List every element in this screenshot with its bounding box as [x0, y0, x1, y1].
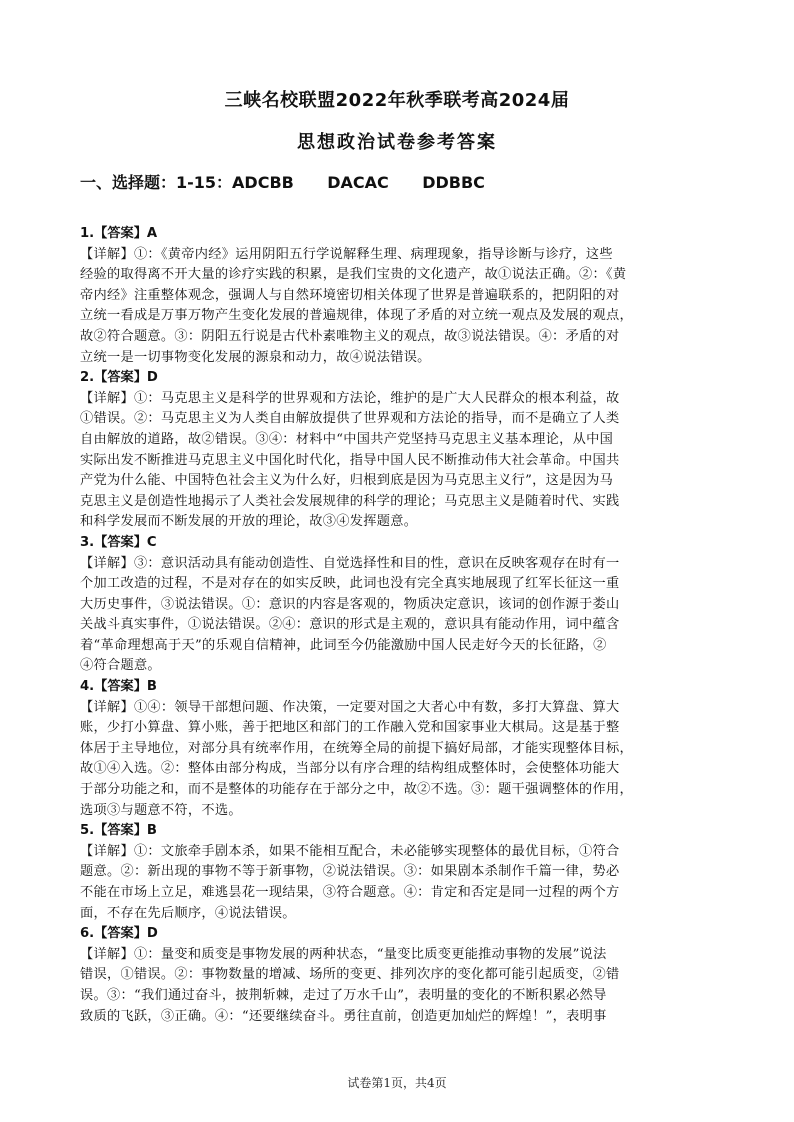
- explanation-line: 选项③与题意不符，不选。: [80, 802, 242, 818]
- question-answer-block: [80, 224, 720, 368]
- explanation-line: 【详解】①④：领导干部想问题、作决策，一定要对国之大者心中有数，多打大算盘、算大: [80, 699, 620, 715]
- question-answer-block: [80, 677, 720, 821]
- explanation-line: 错误，①错误。②：事物数量的增减、场所的变更、排列次序的变化都可能引起质变，②错: [80, 967, 620, 983]
- answer-heading: 6.【答案】D: [80, 926, 158, 942]
- answer-heading: 2.【答案】D: [80, 370, 158, 386]
- explanation-line: 题意。②：新出现的事物不等于新事物，②说法错误。③：如果剧本杀制作千篇一律，势必: [80, 864, 620, 880]
- explanation-line: 【详解】①：马克思主义是科学的世界观和方法论，维护的是广大人民群众的根本利益，故: [80, 390, 620, 406]
- explanation-line: 实际出发不断推进马克思主义中国化时代化，指导中国人民不断推动伟大社会革命。中国共: [80, 452, 620, 468]
- explanation-line: 误。③：“我们通过奋斗，披荆斩棘，走过了万水千山”，表明量的变化的不断积累必然导: [80, 987, 607, 1003]
- explanation-line: 个加工改造的过程，不是对存在的如实反映，此词也没有完全真实地展现了红军长征这一重: [80, 576, 620, 592]
- answer-heading: 4.【答案】B: [80, 679, 157, 695]
- answer-heading: 5.【答案】B: [80, 823, 157, 839]
- explanation-line: 【详解】①：《黄帝内经》运用阴阳五行学说解释生理、病理现象，指导诊断与诊疗，这些: [80, 246, 613, 262]
- explanation-line: 着“革命理想高于天”的乐观自信精神，此词至今仍能激励中国人民走好今天的长征路，②: [80, 637, 607, 653]
- explanation-line: 面，不存在先后顺序，④说法错误。: [80, 905, 296, 921]
- explanation-line: 故②符合题意。③：阴阳五行说是古代朴素唯物主义的观点，故③说法错误。④：矛盾的对: [80, 328, 620, 344]
- explanation-line: 【详解】③：意识活动具有能动创造性、自觉选择性和目的性，意识在反映客观存在时有一: [80, 555, 620, 571]
- explanation-line: 经验的取得离不开大量的诊疗实践的积累，是我们宝贵的文化遗产，故①说法正确。②：《黄: [80, 267, 627, 283]
- explanation-line: 于部分功能之和，而不是整体的功能存在于部分之中，故②不选。③：题干强调整体的作用，: [80, 782, 633, 798]
- explanation-line: 不能在市场上立足，难逃昙花一现结果，③符合题意。④：肯定和否定是同一过程的两个方: [80, 885, 620, 900]
- question-answer-block: [80, 533, 720, 677]
- answer-heading: 3.【答案】C: [80, 534, 157, 550]
- explanation-line: 关战斗真实事件，①说法错误。②④：意识的形式是主观的，意识具有能动作用，词中蕴含: [80, 617, 620, 633]
- explanation-line: 【详解】①：文旅牵手剧本杀，如果不能相互配合，未必能够实现整体的最优目标，①符合: [80, 843, 620, 859]
- explanation-line: 大历史事件，③说法错误。①：意识的内容是客观的，物质决定意识，该词的创作源于娄山: [80, 596, 620, 612]
- explanation-line: 【详解】①：量变和质变是事物发展的两种状态，“量变比质变更能推动事物的发展”说法: [80, 946, 607, 962]
- question-answer-block: [80, 821, 720, 924]
- question-answer-block: [80, 924, 720, 1027]
- explanation-line: ①错误。②：马克思主义为人类自由解放提供了世界观和方法论的指导，而不是确立了人类: [80, 411, 620, 427]
- explanation-line: ④符合题意。: [80, 658, 161, 674]
- explanation-line: 帝内经》注重整体观念，强调人与自然环境密切相关体现了世界是普遍联系的，把阴阳的对: [80, 287, 620, 303]
- explanation-line: 立统一看成是万事万物产生变化发展的普遍规律，体现了矛盾的对立统一观点及发展的观点，: [80, 308, 633, 324]
- answer-explanations: [80, 224, 720, 1027]
- page-title: 三峡名校联盟2022年秋季联考高2024届: [224, 90, 570, 111]
- section-heading-multiple-choice: 一、选择题：1-15：ADCBB DACAC DDBBC: [80, 173, 485, 192]
- explanation-line: 致质的飞跃，③正确。④：“还要继续奋斗。勇往直前，创造更加灿烂的辉煌！”，表明事: [80, 1008, 607, 1024]
- explanation-line: 自由解放的道路，故②错误。③④：材料中“中国共产党坚持马克思主义基本理论，从中国: [80, 431, 614, 447]
- explanation-line: 克思主义是创造性地揭示了人类社会发展规律的科学的理论；马克思主义是随着时代、实践: [80, 493, 620, 509]
- explanation-line: 产党为什么能、中国特色社会主义为什么好，归根到底是因为马克思主义行”，这是因为马: [80, 473, 614, 489]
- explanation-line: 体居于主导地位，对部分具有统率作用，在统筹全局的前提下搞好局部，才能实现整体目标，: [80, 740, 633, 756]
- explanation-line: 账，少打小算盘、算小账，善于把地区和部门的工作融入党和国家事业大棋局。这是基于整: [80, 720, 620, 736]
- explanation-line: 立统一是一切事物变化发展的源泉和动力，故④说法错误。: [80, 349, 431, 365]
- question-answer-block: [80, 368, 720, 533]
- explanation-line: 故①④入选。②：整体由部分构成，当部分以有序合理的结构组成整体时，会使整体功能大: [80, 761, 620, 777]
- explanation-line: 和科学发展而不断发展的开放的理论，故③④发挥题意。: [80, 514, 418, 530]
- page-subtitle: 思想政治试卷参考答案: [297, 132, 497, 153]
- answer-heading: 1.【答案】A: [80, 226, 158, 241]
- page-footer: 试卷第1页，共4页: [347, 1076, 447, 1090]
